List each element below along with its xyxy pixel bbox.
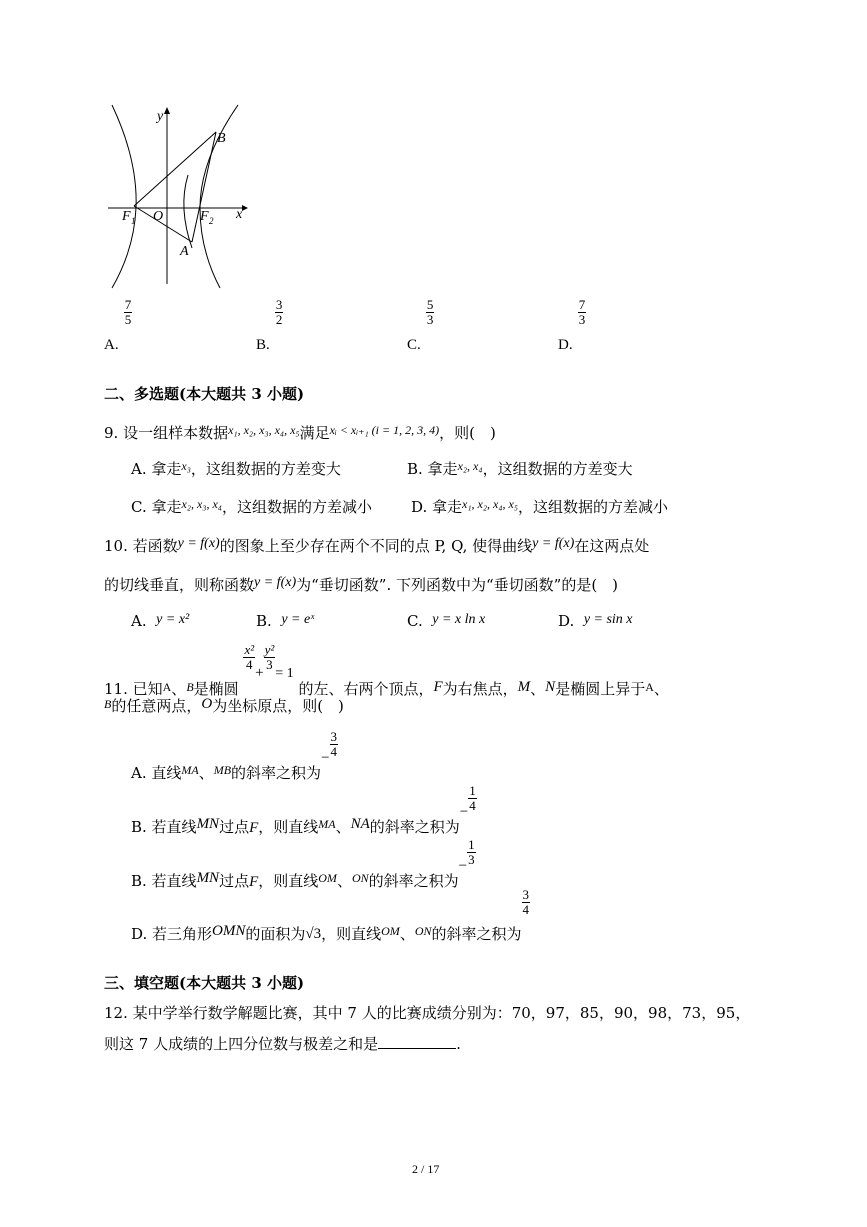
q9-text-middle: 满足 [299,424,330,442]
option-letter: A. [131,612,147,630]
ellipse-term-y [264,643,276,672]
q10-text: 10. 若函数 [104,537,178,555]
q10-text: 在这两点处 [574,537,650,555]
separator: 、 [198,764,214,782]
option-letter: B. [256,337,270,353]
sqrt-three: √3 [305,926,322,942]
minus-sign: − [459,804,469,820]
option-label: C. 拿走 [131,498,182,516]
q10-function: y = f(x) [532,536,575,551]
label-F1: F [122,209,131,224]
label-F1-sub: 1 [131,216,136,226]
q11-text: 的左、右两个顶点， [298,680,434,698]
option-letter: C. [407,612,423,630]
q10-text: 为“垂切函数”. 下列函数中为“垂切函数”的是( ) [296,576,619,594]
line-on: ON [414,924,432,938]
question-10-line-2 [104,576,618,596]
option-vars: x₃ [181,459,191,473]
section-heading-fill-blank: 三、填空题(本大题共 3 小题) [104,974,305,992]
option-vars: x₁, x₂, x₄, x₅ [462,497,519,511]
hyperbola-figure [100,100,260,290]
line-mb: MB [213,763,232,777]
q9-option-b[interactable] [407,460,633,479]
q9-option-c[interactable] [131,498,372,517]
numerator: 1 [469,783,476,798]
plus-sign: + [255,665,264,681]
label-F2-sub: 2 [209,216,214,226]
question-12-line-2 [104,1034,461,1053]
question-10-line-1 [104,537,649,557]
line-ma: MA [181,763,199,777]
hyperbola-left-branch [112,105,136,288]
q11-point-a: A [645,680,654,694]
label-y: y [157,109,164,124]
label-F2: F [200,209,209,224]
separator: 、 [336,872,352,890]
q9-condition: xᵢ < xᵢ₊₁ (i = 1, 2, 3, 4) [329,423,440,437]
denominator: 2 [275,312,283,327]
option-text: 的斜率之积为 [369,818,460,836]
point-m: M [517,679,531,695]
line-na: NA [350,816,370,832]
page-number: 2 / 17 [412,1162,440,1176]
equals-one: = 1 [275,666,294,681]
numerator: 3 [330,729,338,744]
q11-text: 是椭圆 [193,680,239,698]
origin-o: O [201,696,213,712]
line-ma: MA [318,817,336,831]
q8-option-a[interactable] [104,297,132,353]
option-expression: y = sin x [583,612,633,627]
label-O: O [153,209,164,224]
option-letter: B. [256,612,272,630]
option-text: 的面积为 [245,925,306,943]
q11-text: 的任意两点， [111,697,202,715]
fraction [330,730,339,759]
q9-text: 9. 设一组样本数据 [104,424,229,442]
question-11-line-1 [104,642,669,698]
q12-text: 则这 7 人成绩的上四分位数与极差之和是 [104,1035,379,1053]
q10-option-b[interactable] [256,612,314,632]
q10-option-a[interactable] [131,612,189,632]
fraction [275,298,284,327]
option-label: B. 拿走 [407,460,458,478]
option-text: 过点 [219,872,250,890]
option-label: A. 直线 [131,764,182,782]
denominator: 3 [578,312,586,327]
q11-point-a: A [162,680,172,694]
option-text: 的斜率之积为 [231,764,322,782]
label-A: A [180,244,189,259]
fraction [468,784,477,813]
q9-text-suffix: ，则( ) [439,424,496,442]
option-letter: A. [104,337,119,353]
q10-option-c[interactable] [407,612,485,632]
q11-text: 11. 已知 [104,680,163,698]
option-letter: C. [407,337,421,353]
denominator: 3 [426,312,434,327]
minus-sign: − [458,858,468,874]
numerator: 7 [124,297,132,312]
option-label: B. 若直线 [131,872,197,890]
denominator: 3 [266,657,273,672]
option-label: D. 拿走 [411,498,463,516]
q11-text: 为右焦点， [442,680,518,698]
q9-option-d[interactable] [411,498,668,517]
numerator: 3 [522,887,530,902]
q11-option-b[interactable] [131,783,477,836]
minus-sign: − [321,750,330,766]
hyperbola-inner-arc [184,175,192,248]
q10-function: y = f(x) [254,575,297,590]
numerator: x² [244,642,255,657]
option-text: ，这组数据的方差变大 [482,460,633,478]
numerator: 5 [426,297,434,312]
y-axis-arrow [164,107,170,114]
separator: 、 [335,818,351,836]
section-heading-multiple-choice: 二、多选题(本大题共 3 小题) [104,385,305,403]
option-text: ，这组数据的方差减小 [518,498,669,516]
option-text: ，这组数据的方差变大 [190,460,341,478]
q10-option-d[interactable] [558,612,633,632]
option-expression: y = x ln x [432,612,486,627]
label-x: x [236,207,243,222]
option-text: ，这组数据的方差减小 [221,498,372,516]
q11-option-a[interactable] [131,729,338,782]
denominator: 5 [124,312,132,327]
q11-option-d[interactable] [131,887,530,943]
q11-option-c[interactable] [131,837,476,890]
denominator: 4 [246,657,253,672]
q12-period: . [456,1035,461,1053]
point-n: N [545,679,556,695]
option-vars: x₂, x₄ [457,459,483,473]
numerator: 7 [578,297,586,312]
triangle-omn: OMN [212,923,246,939]
question-11-line-2 [104,697,344,716]
q11-point-b: B [186,680,194,694]
line-om: OM [381,924,400,938]
numerator: 3 [275,297,283,312]
option-label: B. 若直线 [131,818,197,836]
option-text: ，则直线 [258,818,319,836]
x-axis-arrow [242,205,248,211]
focus-f: F [249,874,259,890]
q11-text: 是椭圆上异于 [555,680,646,698]
q11-separator: 、 [171,680,187,698]
line-on: ON [351,871,369,885]
option-label: D. 若三角形 [131,925,213,943]
q11-separator: 、 [653,680,669,698]
separator: 、 [399,925,415,943]
fraction [124,298,133,327]
denominator: 3 [468,852,475,867]
q8-option-d[interactable] [558,297,586,353]
option-expression: y = x² [156,612,190,627]
denominator: 4 [330,744,338,759]
option-label: A. 拿走 [131,460,182,478]
option-text: 的斜率之积为 [368,872,459,890]
option-text: ，则直线 [258,872,319,890]
option-text: ，则直线 [321,925,382,943]
fraction [426,298,435,327]
q8-option-c[interactable] [407,297,434,353]
answer-blank[interactable] [378,1034,456,1049]
ellipse-term-x [243,643,255,672]
line-mn: MN [196,816,220,832]
fraction [467,838,476,867]
q11-point-b: B [104,697,112,711]
fraction [578,298,587,327]
option-text: 的斜率之积为 [431,925,522,943]
question-12-line-1: 12. 某中学举行数学解题比赛，其中 7 人的比赛成绩分别为：70，97，85，90，98，73，95， [104,1004,751,1022]
line-om: OM [318,871,337,885]
question-9 [104,424,496,443]
option-vars: x₂, x₃, x₄ [181,497,222,511]
q9-vars: x₁, x₂, x₃, x₄, x₅ [228,423,300,437]
fraction [522,888,531,917]
q10-text: 的切线垂直，则称函数 [104,576,255,594]
q10-function: y = f(x) [177,536,220,551]
denominator: 4 [469,798,476,813]
q10-text: 的图象上至少存在两个不同的点 P, Q, 使得曲线 [219,537,533,555]
option-letter: D. [558,337,573,353]
option-text: 过点 [219,818,250,836]
q8-option-b[interactable] [256,297,283,353]
q9-option-a[interactable] [131,460,341,479]
denominator: 4 [522,902,530,917]
line-mn: MN [196,870,220,886]
numerator: 1 [468,837,475,852]
numerator: y² [264,642,275,657]
segment-F1B [134,132,216,206]
q11-separator: 、 [530,680,546,698]
q11-text: 为坐标原点，则( ) [212,697,344,715]
focus-f: F [433,679,443,695]
focus-f: F [249,820,259,836]
option-letter: D. [558,612,575,630]
label-B: B [217,131,226,146]
option-expression: y = eˣ [281,612,315,627]
